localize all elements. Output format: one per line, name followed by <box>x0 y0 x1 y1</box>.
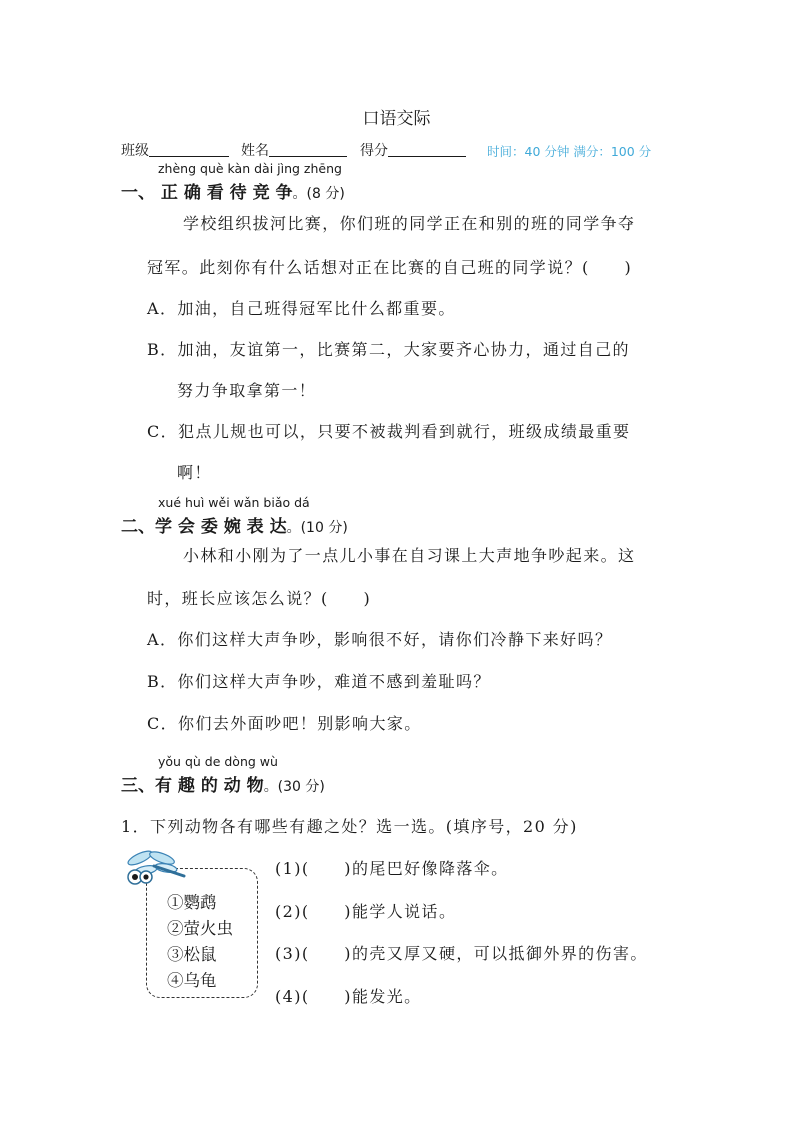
section-3-heading <box>121 771 325 796</box>
q3-blank-4: (4)( )能发光。 <box>275 987 422 1006</box>
section-1-title: 一、 正 确 看 待 竞 争 <box>121 183 293 203</box>
section-2-pinyin: xué huì wěi wǎn biǎo dá <box>158 495 310 510</box>
name-blank <box>269 142 347 157</box>
section-2-heading <box>121 512 348 537</box>
animal-option: ①鹦鹉 <box>167 893 217 912</box>
q3-blank-1: (1)( )的尾巴好像降落伞。 <box>275 859 509 878</box>
animal-option: ④乌龟 <box>167 971 217 990</box>
section-3-pinyin: yǒu qù de dòng wù <box>158 754 278 769</box>
section-3-points: 。(30 分) <box>263 779 325 795</box>
class-field <box>121 140 229 160</box>
q2-option-c: C．你们去外面吵吧！别影响大家。 <box>147 714 422 733</box>
q3-blank-2: (2)( )能学人说话。 <box>275 902 457 921</box>
class-label: 班级 <box>121 143 149 159</box>
q1-line-2: 冠军。此刻你有什么话想对正在比赛的自己班的同学说？( ) <box>147 258 633 277</box>
q3-question: 1．下列动物各有哪些有趣之处？选一选。(填序号，20 分) <box>121 817 578 836</box>
q1-option-c: C．犯点儿规也可以，只要不被裁判看到就行，班级成绩最重要 <box>147 422 631 441</box>
time-score-meta: 时间：40 分钟 满分：100 分 <box>487 144 652 159</box>
q1-option-b-cont: 努力争取拿第一！ <box>177 381 317 400</box>
score-blank <box>388 142 466 157</box>
q1-option-c-cont: 啊！ <box>177 463 212 482</box>
q1-option-a: A．加油，自己班得冠军比什么都重要。 <box>147 299 456 318</box>
score-label: 得分 <box>360 143 388 159</box>
animal-option: ②萤火虫 <box>167 919 233 938</box>
dragonfly-icon <box>118 846 190 892</box>
q2-line-2: 时，班长应该怎么说？( ) <box>147 589 372 608</box>
q3-blank-3: (3)( )的壳又厚又硬，可以抵御外界的伤害。 <box>275 944 648 963</box>
score-field <box>360 140 466 160</box>
class-blank <box>149 142 229 157</box>
name-label: 姓名 <box>241 143 269 159</box>
q1-option-b: B．加油，友谊第一，比赛第二，大家要齐心协力，通过自己的 <box>147 340 630 359</box>
page-title: 口语交际 <box>362 109 431 129</box>
q2-line-1: 小林和小刚为了一点儿小事在自习课上大声地争吵起来。这 <box>183 546 636 565</box>
section-2-title: 二、学 会 委 婉 表 达 <box>121 517 287 537</box>
section-2-points: 。(10 分) <box>286 520 348 536</box>
section-1-points: 。(8 分) <box>292 186 345 202</box>
animal-option: ③松鼠 <box>167 945 217 964</box>
section-3-title: 三、有 趣 的 动 物 <box>121 776 264 796</box>
section-1-pinyin: zhèng què kàn dài jìng zhēng <box>158 161 342 176</box>
q2-option-b: B．你们这样大声争吵，难道不感到羞耻吗？ <box>147 672 491 691</box>
name-field <box>241 140 347 160</box>
section-1-heading <box>121 178 345 203</box>
q1-line-1: 学校组织拔河比赛，你们班的同学正在和别的班的同学争夺 <box>183 214 636 233</box>
q2-option-a: A．你们这样大声争吵，影响很不好，请你们冷静下来好吗？ <box>147 630 613 649</box>
